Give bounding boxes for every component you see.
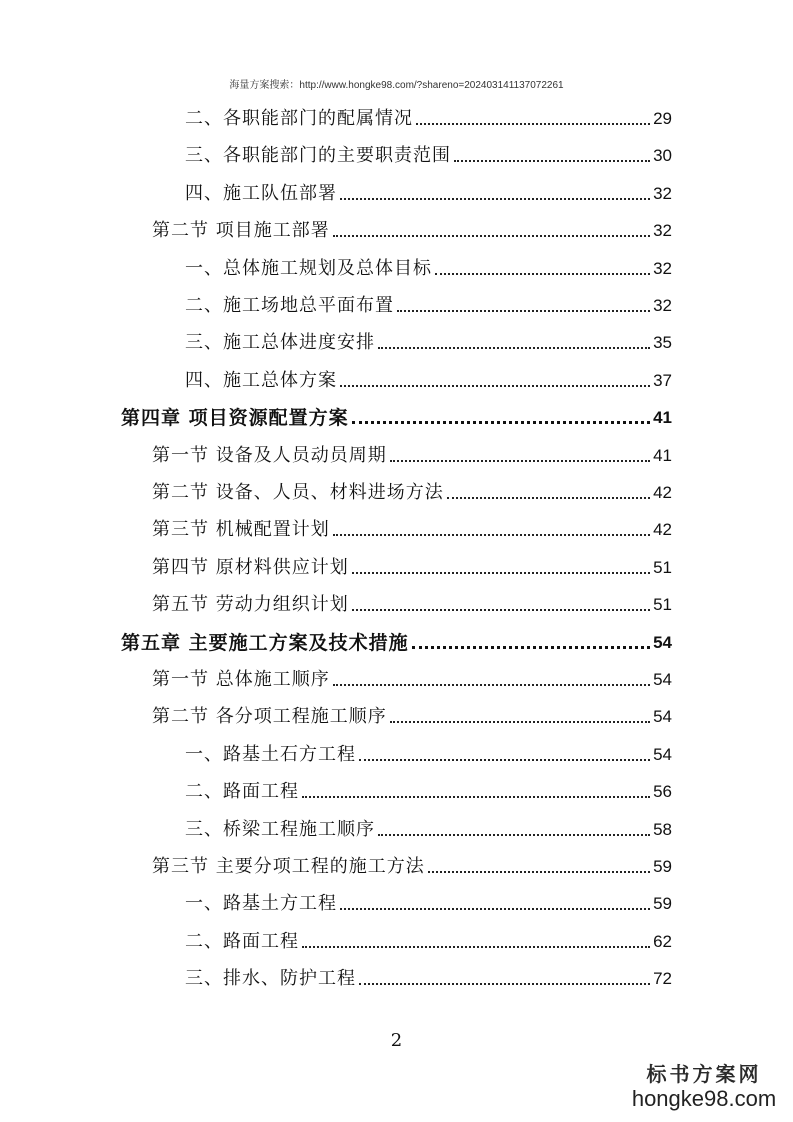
toc-entry[interactable] [185, 102, 672, 130]
toc-dot-leader [352, 571, 650, 574]
toc-entry[interactable] [152, 513, 672, 541]
toc-entry-title: 第二节 设备、人员、材料进场方法 [152, 482, 444, 503]
toc-entry-page: 42 [653, 520, 672, 540]
toc-entry-title: 第五节 劳动力组织计划 [152, 594, 349, 616]
toc-entry-title: 第一节 总体施工顺序 [152, 669, 330, 690]
page-number: 2 [390, 1030, 403, 1051]
toc-entry-title: 三、各职能部门的主要职责范围 [185, 145, 451, 167]
toc-entry-page: 56 [653, 782, 672, 802]
toc-dot-leader [333, 533, 650, 536]
toc-dot-leader [359, 982, 650, 985]
toc-entry-page: 59 [653, 857, 672, 876]
toc-entry[interactable] [121, 401, 672, 429]
toc-entry[interactable] [152, 663, 672, 691]
toc-entry-title: 第一节 设备及人员动员周期 [152, 444, 387, 466]
toc-entry-title: 三、桥梁工程施工顺序 [185, 818, 375, 840]
toc-entry[interactable] [185, 925, 672, 953]
toc-dot-leader [454, 159, 650, 162]
toc-dot-leader [390, 720, 650, 723]
toc-dot-leader [352, 608, 650, 611]
watermark-logo [629, 1062, 779, 1112]
watermark-en: hongke98.com [631, 1086, 777, 1111]
toc-dot-leader [397, 309, 650, 312]
toc-dot-leader [359, 758, 650, 761]
toc-entry-page: 42 [653, 483, 672, 502]
toc-entry-title: 二、路面工程 [185, 930, 299, 952]
toc-dot-leader [390, 459, 650, 462]
toc-entry[interactable] [185, 289, 672, 317]
toc-entry[interactable] [152, 439, 672, 467]
toc-dot-leader [302, 945, 650, 948]
page-header-url: 海量方案搜索：http://www.hongke98.com/?shareno=202403141137072261 [229, 80, 564, 91]
toc-entry-title: 第四章 项目资源配置方案 [121, 407, 349, 430]
toc-dot-leader [333, 683, 650, 686]
toc-entry[interactable] [185, 326, 672, 354]
toc-dot-leader [412, 645, 650, 649]
toc-entry-title: 四、施工总体方案 [185, 369, 337, 391]
toc-dot-leader [416, 122, 650, 125]
toc-entry[interactable] [185, 139, 672, 167]
toc-entry[interactable] [121, 626, 672, 654]
toc-entry-page: 41 [653, 445, 672, 465]
toc-entry[interactable] [185, 962, 672, 990]
toc-entry[interactable] [185, 887, 672, 915]
toc-entry-title: 第二节 项目施工部署 [152, 220, 330, 242]
toc-entry[interactable] [152, 850, 672, 878]
toc-entry[interactable] [185, 738, 672, 766]
toc-entry-title: 第三节 主要分项工程的施工方法 [152, 856, 425, 877]
toc-entry-page: 32 [653, 258, 672, 278]
toc-entry-page: 54 [653, 707, 672, 727]
toc-entry-page: 29 [653, 109, 672, 128]
toc-entry[interactable] [152, 214, 672, 242]
toc-entry-title: 第三节 机械配置计划 [152, 519, 330, 541]
toc-entry-title: 三、施工总体进度安排 [185, 332, 375, 354]
toc-entry-page: 72 [653, 969, 672, 989]
toc-dot-leader [340, 907, 650, 910]
toc-entry-page: 32 [653, 183, 672, 203]
toc-dot-leader [428, 870, 650, 873]
toc-dot-leader [378, 833, 650, 836]
toc-entry-page: 41 [653, 408, 672, 428]
toc-entry[interactable] [185, 813, 672, 841]
toc-entry-title: 一、路基土石方工程 [185, 743, 356, 765]
toc-entry-title: 一、总体施工规划及总体目标 [185, 257, 432, 279]
toc-entry-title: 二、施工场地总平面布置 [185, 295, 394, 316]
toc-entry-page: 54 [653, 670, 672, 689]
toc-dot-leader [333, 234, 650, 237]
toc-entry[interactable] [185, 177, 672, 205]
toc-entry[interactable] [185, 252, 672, 280]
toc-dot-leader [352, 420, 650, 424]
toc-entry-page: 62 [653, 931, 672, 951]
toc-dot-leader [340, 197, 650, 200]
toc-entry-title: 三、排水、防护工程 [185, 968, 356, 990]
toc-entry-title: 第五章 主要施工方案及技术措施 [121, 631, 409, 654]
toc-entry[interactable] [185, 775, 672, 803]
toc-entry-page: 32 [653, 221, 672, 241]
toc-entry-page: 59 [653, 894, 672, 914]
toc-entry-title: 二、各职能部门的配属情况 [185, 108, 413, 129]
toc-entry-page: 54 [653, 632, 672, 652]
toc-entry[interactable] [152, 476, 672, 504]
toc-entry-title: 第四节 原材料供应计划 [152, 556, 349, 578]
toc-entry[interactable] [152, 700, 672, 728]
toc-dot-leader [378, 346, 650, 349]
toc-entry-title: 第二节 各分项工程施工顺序 [152, 706, 387, 728]
toc-entry[interactable] [185, 364, 672, 392]
toc-entry-page: 35 [653, 333, 672, 353]
toc-dot-leader [302, 795, 650, 798]
watermark-cn: 标书方案网 [646, 1062, 762, 1086]
toc-entry[interactable] [152, 551, 672, 579]
toc-dot-leader [447, 496, 650, 499]
toc-entry-page: 51 [653, 595, 672, 615]
toc-entry-title: 一、路基土方工程 [185, 893, 337, 915]
toc-entry-page: 54 [653, 744, 672, 764]
toc-entry-title: 二、路面工程 [185, 781, 299, 803]
toc-dot-leader [435, 272, 650, 275]
toc-entry-page: 51 [653, 557, 672, 577]
toc-dot-leader [340, 384, 650, 387]
toc-entry-page: 58 [653, 819, 672, 839]
toc-entry-page: 30 [653, 146, 672, 166]
toc-entry-title: 四、施工队伍部署 [185, 182, 337, 204]
toc-entry[interactable] [152, 588, 672, 616]
toc-entry-page: 37 [653, 370, 672, 390]
toc-entry-page: 32 [653, 296, 672, 315]
